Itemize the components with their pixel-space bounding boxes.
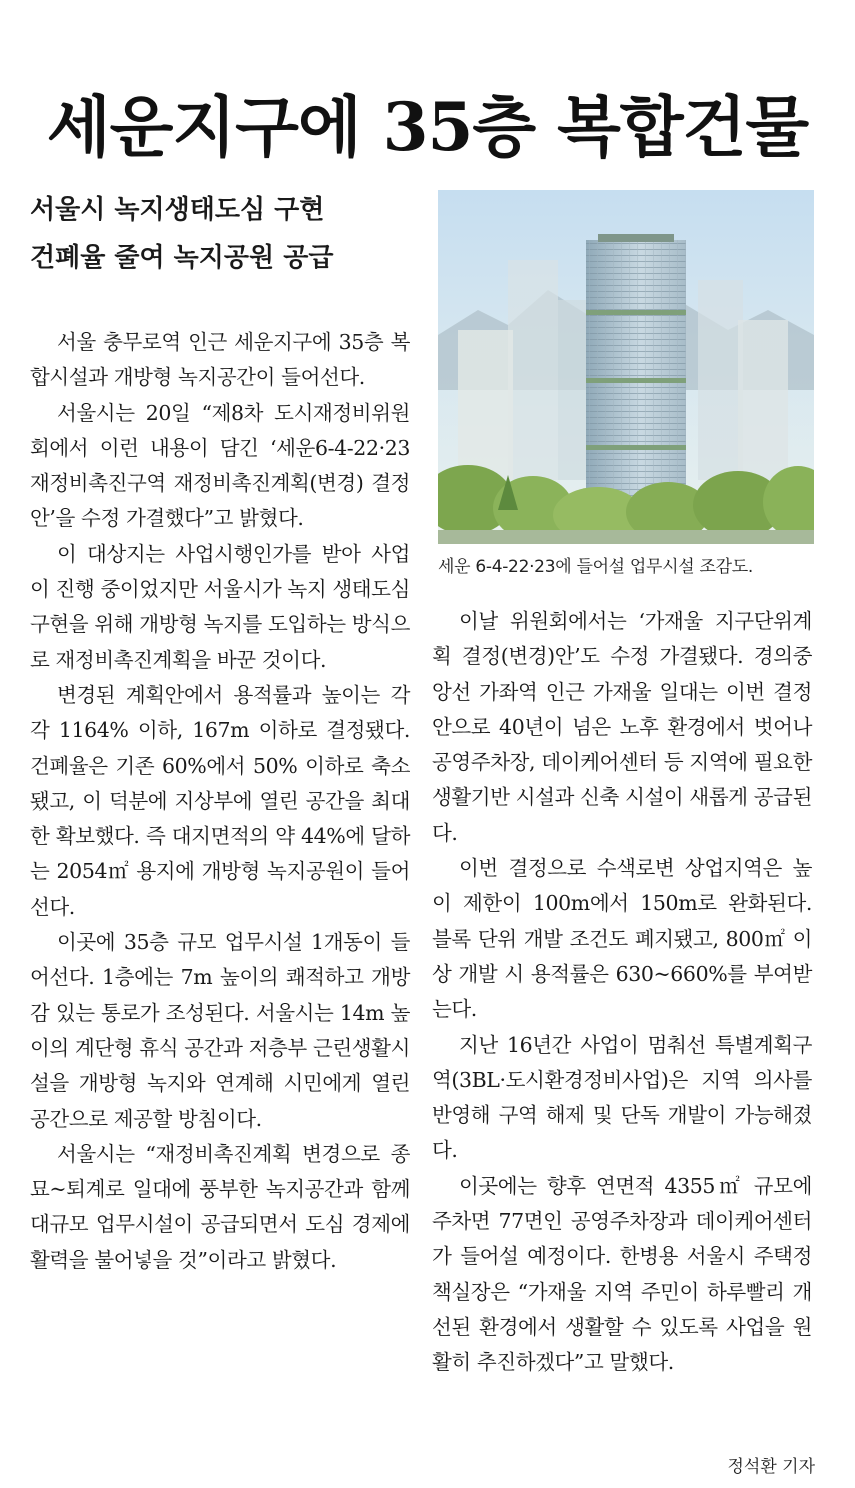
building-rendering-illustration — [438, 190, 814, 544]
subheadline-line: 서울시 녹지생태도심 구현 — [30, 195, 325, 225]
paragraph: 이곳에는 향후 연면적 4355㎡ 규모에 주차면 77면인 공영주차장과 데이케어센터가 들어설 예정이다. 한병용 서울시 주택정책실장은 “가재울 지역 주민이 하루빨리 개선된 환경에서 생활할 수 있도록 사업을 원활히 추진하겠다”고 말했다. — [432, 1173, 812, 1375]
headline: 세운지구에 35층 복합건물 — [46, 88, 809, 167]
subheadline — [30, 186, 430, 282]
article-column-right — [432, 604, 812, 1381]
paragraph: 이날 위원회에서는 ‘가재울 지구단위계획 결정(변경)안’도 수정 가결됐다. 경의중앙선 가좌역 인근 가재울 일대는 이번 결정안으로 40년이 넘은 노후 환경에서 벗어나 공영주차장, 데이케어센터 등 지역에 필요한 생활기반 시설과 신축 시설이 새롭게 공급된다. — [432, 609, 812, 845]
paragraph: 지난 16년간 사업이 멈춰선 특별계획구역(3BL·도시환경정비사업)은 지역 의사를 반영해 구역 해제 및 단독 개발이 가능해졌다. — [432, 1032, 812, 1163]
paragraph: 이 대상지는 사업시행인가를 받아 사업이 진행 중이었지만 서울시가 녹지 생태도심 구현을 위해 개방형 녹지를 도입하는 방식으로 재정비촉진계획을 바꾼 것이다. — [30, 541, 410, 672]
paragraph: 이번 결정으로 수색로변 상업지역은 높이 제한이 100m에서 150m로 완화된다. 블록 단위 개발 조건도 폐지됐고, 800㎡ 이상 개발 시 용적률은 630~660%를 부여받는다. — [432, 856, 812, 1022]
paragraph: 서울 충무로역 인근 세운지구에 35층 복합시설과 개방형 녹지공간이 들어선다. — [30, 330, 410, 390]
building-rendering-photo — [438, 190, 814, 544]
photo-caption: 세운 6-4-22·23에 들어설 업무시설 조감도. — [438, 557, 753, 577]
article-column-left — [30, 325, 410, 1278]
paragraph: 서울시는 20일 “제8차 도시재정비위원회에서 이런 내용이 담긴 ‘세운6-4-22·23 재정비촉진구역 재정비촉진계획(변경) 결정안’을 수정 가결했다”고 밝혔다. — [30, 400, 410, 531]
byline: 정석환 기자 — [727, 1457, 815, 1477]
paragraph: 서울시는 “재정비촉진계획 변경으로 종묘~퇴계로 일대에 풍부한 녹지공간과 함께 대규모 업무시설이 공급되면서 도심 경제에 활력을 불어넣을 것”이라고 밝혔다. — [30, 1141, 410, 1272]
paragraph: 변경된 계획안에서 용적률과 높이는 각각 1164% 이하, 167m 이하로 결정됐다. 건폐율은 기존 60%에서 50% 이하로 축소됐고, 이 덕분에 지상부에 열린 공간을 최대한 확보했다. 즉 대지면적의 약 44%에 달하는 2054㎡ 용지에 개방형 녹지공원이 들어선다. — [30, 682, 410, 919]
paragraph: 이곳에 35층 규모 업무시설 1개동이 들어선다. 1층에는 7m 높이의 쾌적하고 개방감 있는 통로가 조성된다. 서울시는 14m 높이의 계단형 휴식 공간과 저층부 근린생활시설을 개방형 녹지와 연계해 시민에게 열린 공간으로 제공할 방침이다. — [30, 930, 410, 1131]
subheadline-line: 건폐율 줄여 녹지공원 공급 — [30, 243, 334, 273]
